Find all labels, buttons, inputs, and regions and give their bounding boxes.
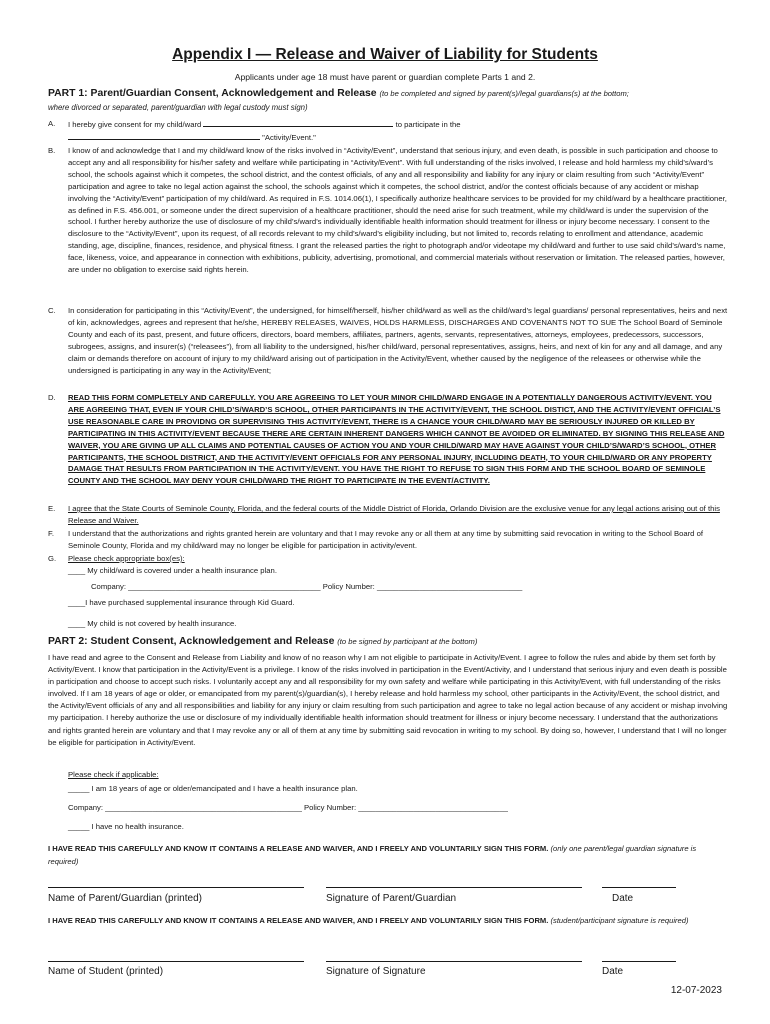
student-option-no-insurance[interactable]: _____ I have no health insurance. bbox=[68, 822, 184, 831]
student-signature-label: Signature of Signature bbox=[326, 966, 426, 977]
clause-a-letter: A. bbox=[48, 119, 56, 128]
parent-declaration-note: (only one parent/legal guardian signature is required) bbox=[48, 844, 697, 866]
part1-heading-note: (to be completed and signed by parent(s)/legal guardians(s) at the bottom; bbox=[379, 89, 629, 98]
student-declaration bbox=[48, 914, 728, 927]
clause-a-text-3: "Activity/Event." bbox=[262, 132, 316, 142]
activity-event-field[interactable] bbox=[68, 131, 260, 140]
clause-a-text: I hereby give consent for my child/ward bbox=[68, 120, 202, 129]
clause-g-text: Please check appropriate box(es): bbox=[68, 554, 185, 563]
clause-g-letter: G. bbox=[48, 554, 57, 563]
student-date-label: Date bbox=[602, 966, 624, 977]
part2-company-policy-line[interactable]: Company: ______________________________________________ Policy Number: ___________________________________ bbox=[68, 803, 508, 812]
clause-b bbox=[48, 145, 728, 276]
parent-date-line[interactable] bbox=[602, 887, 676, 888]
clause-f bbox=[48, 528, 728, 552]
clause-b-text: I know of and acknowledge that I and my child/ward know of the risks involved in “Activity/Event”, understand that serious injury, and even death, is possible in such participation and choose to accept any and all responsibility for his/her safety and welfare while participating in “Activity/Event”. With full understanding of the risks involved, I release and hold harmless my child’s/ward’s school, the schools against which it competes, the school district, and the contest officials, of any and all responsibility and liability for any injury or claim resulting from such “Activity/Event” participation and agree to take no legal action against the school, the schools against which it competes, the school district, and/or the contest officials because of any accident or mishap involving the “Activity/Event” participation of my child/ward. As required in F.S. 1014.06(1), I specifically authorize healthcare services to be provided for my child/ward by a healthcare practitioner, as defined in F.S. 456.001, or someone under the direct supervision of a healthcare practitioner, should the need arise for such treatment, while my child/ward is under the supervision of the school. I further hereby authorize the use of disclosure of my child’s/ward’s individually identifiable health information should treatment for illness or injury become necessary. I consent to the disclosure to the “Activity/Event”, upon its request, of all records relevant to my child’s/ward’s eligibility including, but not limited to, records relating to enrollment and attendance, academic standing, age, discipline, finances, residence, and physical fitness. I grant the released parties the right to photograph and/or videotape my child/ward and further to use said child’s/ward’s name, face, likeness, voice, and appearance in connection with exhibitions, publicity, advertising, promotional, and commercial materials without reservation or limitation. The released parties, however, are under no obligation to exercise said rights herein. bbox=[68, 146, 727, 275]
clause-c bbox=[48, 305, 728, 376]
clause-d-letter: D. bbox=[48, 393, 56, 402]
student-date-line[interactable] bbox=[602, 961, 676, 962]
part2-heading-text: PART 2: Student Consent, Acknowledgement and Release bbox=[48, 636, 335, 647]
clause-e-text: I agree that the State Courts of Seminole County, Florida, and the federal courts of the Middle District of Florida, Orlando Division are the exclusive venue for any legal actions arising out of this Release and Waiver. bbox=[68, 504, 720, 525]
insurance-option-kid-guard[interactable]: ____I have purchased supplemental insurance through Kid Guard. bbox=[68, 598, 295, 607]
document-subtitle: Applicants under age 18 must have parent or guardian complete Parts 1 and 2. bbox=[234, 72, 536, 82]
student-signature-line[interactable] bbox=[326, 961, 582, 962]
parent-declaration-text: I HAVE READ THIS CAREFULLY AND KNOW IT CONTAINS A RELEASE AND WAIVER, AND I FREELY AND VOLUNTARILY SIGN THIS FORM. bbox=[48, 844, 549, 853]
part1-heading-text: PART 1: Parent/Guardian Consent, Acknowledgement and Release bbox=[48, 88, 377, 99]
clause-f-text: I understand that the authorizations and rights granted herein are voluntary and that I may revoke any or all them at any time by submitting said revocation in writing to the School Board of Seminole County, Florida and my child/ward may no longer be eligible for participation in activity/event. bbox=[68, 529, 704, 550]
part2-check-label: Please check if applicable: bbox=[68, 770, 159, 779]
student-option-adult-insured[interactable]: _____ I am 18 years of age or older/emancipated and I have a health insurance plan. bbox=[68, 784, 358, 793]
part2-heading-note: (to be signed by participant at the bottom) bbox=[337, 637, 478, 646]
student-name-line[interactable] bbox=[48, 961, 304, 962]
parent-name-line[interactable] bbox=[48, 887, 304, 888]
student-declaration-text: I HAVE READ THIS CAREFULLY AND KNOW IT CONTAINS A RELEASE AND WAIVER, AND I FREELY AND VOLUNTARILY SIGN THIS FORM. bbox=[48, 916, 549, 925]
parent-declaration bbox=[48, 842, 728, 868]
clause-f-letter: F. bbox=[48, 529, 54, 538]
clause-a-text-2: to participate in the bbox=[395, 120, 461, 129]
part1-heading-note-2: where divorced or separated, parent/guardian with legal custody must sign) bbox=[48, 103, 308, 112]
clause-c-letter: C. bbox=[48, 306, 56, 315]
clause-e bbox=[48, 503, 728, 527]
student-declaration-note: (student/participant signature is required) bbox=[550, 916, 689, 925]
clause-c-text: In consideration for participating in this “Activity/Event”, the undersigned, for himself/herself, his/her child/ward as well as the child/ward’s legal guardians/ personal representatives, heirs and next of kin, acknowledges, agrees and represent that he/she, HEREBY RELEASES, WAIVES, HOLDS HARMLESS, DISCHARGES AND COVENANTS NOT TO SUE The School Board of Seminole County and each of its past, present, and future officers, directors, board members, affiliates, partners, agents, servants, representatives, attorneys, employees, predecessors, successors, subrogees, assigns, and insurer(s) (“releasees”), from all liability to the undersigned, his/her child/ward, personal representatives, assigns, heirs, and next of kin for any and all damage, and any claim or demands therefore on account of injury to my child/ward arising out of participation in the Activity/Event, whether caused by the negligence of the releasees or otherwise while the undersigned is participating in any way in the Activity/Event; bbox=[68, 306, 728, 375]
insurance-option-covered[interactable]: ____ My child/ward is covered under a health insurance plan. bbox=[68, 566, 277, 575]
student-name-label: Name of Student (printed) bbox=[48, 966, 164, 977]
clause-d-text: READ THIS FORM COMPLETELY AND CAREFULLY. YOU ARE AGREEING TO LET YOUR MINOR CHILD/WARD ENGAGE IN A POTENTIALLY DANGEROUS ACTIVITY/EVENT. YOU ARE AGREEING THAT, EVEN IF YOUR CHILD’S/WARD’S SCHOOL, OTHER PARTICIPANTS IN THE ACTIVITY/EVENT, THE SCHOOL DISTICT, AND THE ACTIVITY/EVENT OFFICIAL’S USE REASONABLE CARE IN PROVIDNG OR SUPERVISING THIS ACTIVITY/EVENT, THERE IS A CHANCE YOUR CHILD/WARD MAY BE SERIOUSLY INJURED OR KILLED BY PARTICIPATING IN THIS ACTIVITY/EVENT BECAUSE THERE ARE CERTAIN INHERENT DANGERS WHICH CANNOT BE AVOIDED OR ELIMINATED. BY SIGNING THIS RELEASE AND WAIVER, YOU ARE GIVING UP ALL CLAIMS AND POTENTIAL CAUSES OF ACTION YOU AND YOUR CHILD/WARD MAY HAVE AGAINST YOUR CHILD’S/WARD’S SCHOOL, OTHER PARTICIPANTS, THE SCHOOL DISTRICT, AND THE ACTIVITY/EVENT OFFICIALS FOR ANY PERSONAL INJURY, INCLUDING DEATH, TO YOUR CHILD/WARD OR ANY PROPERTY DAMAGE THAT RESULTS FROM PARTICIPATION IN THE ACTIVITY/EVENT. YOU HAVE THE RIGHT TO REFUSE TO SIGN THIS FORM AND THE SCHOOL BOARD OF SEMINOLE COUNTY AND THE SCHOOL MAY DENY YOUR CHILD/WARD THE RIGHT TO PARTICIPATE IN THE EVENT/ACTIVITY. bbox=[68, 393, 725, 486]
insurance-option-not-covered[interactable]: ____ My child is not covered by health insurance. bbox=[68, 619, 237, 628]
clause-d bbox=[48, 392, 728, 487]
clause-g bbox=[48, 553, 728, 565]
parent-name-label: Name of Parent/Guardian (printed) bbox=[48, 893, 202, 904]
clause-e-letter: E. bbox=[48, 504, 56, 513]
part2-body: I have read and agree to the Consent and Release from Liability and know of no reason why I am not eligible to participate in Activity/Event. I agree to follow the rules and abide by them set forth by Activity/Event. I know that participation in the Activity/Event is a privilege. I know of the risks involved in participation in the Event/Activity, and I understand that serious injury and even death is possible in participation and choose to accept such risks. I voluntarily accept any and all responsibility for my own safety and welfare while participating in this Activity/Event, with full understanding of the risks involved. If I am 18 years of age or older, or emancipated from my parent(s)/guardian(s), I hereby release and hold harmless my school, other participants in the Activity/Event, the school district, and the Activity/Event officials of any and all responsibilities and liability for any injury or claim resulting from such participation and agree to take no legal action because of any accident or mishap involving my participation. I hereby authorize the use or disclosure of my individually identifiable health information should treatment for illness or injury become necessary. I understand that the authorizations and rights granted herein are voluntary and that I may revoke any or all of them at any time by submitting said revocation in writing to my school. By doing so, however, I understand that I will no longer be eligible for participation in Activity/Event. bbox=[48, 653, 728, 747]
document-revision-date: 12-07-2023 bbox=[670, 985, 722, 996]
document-title: Appendix I — Release and Waiver of Liability for Students bbox=[172, 46, 598, 63]
parent-date-label: Date bbox=[612, 893, 634, 904]
clause-b-letter: B. bbox=[48, 146, 56, 155]
part1-heading bbox=[48, 88, 629, 99]
part1-company-policy-line[interactable]: Company: _____________________________________________ Policy Number: __________________________________ bbox=[91, 582, 523, 591]
child-name-field[interactable] bbox=[203, 118, 393, 127]
parent-signature-line[interactable] bbox=[326, 887, 582, 888]
parent-signature-label: Signature of Parent/Guardian bbox=[326, 893, 457, 904]
part2-heading bbox=[48, 636, 477, 647]
clause-a bbox=[48, 118, 728, 144]
